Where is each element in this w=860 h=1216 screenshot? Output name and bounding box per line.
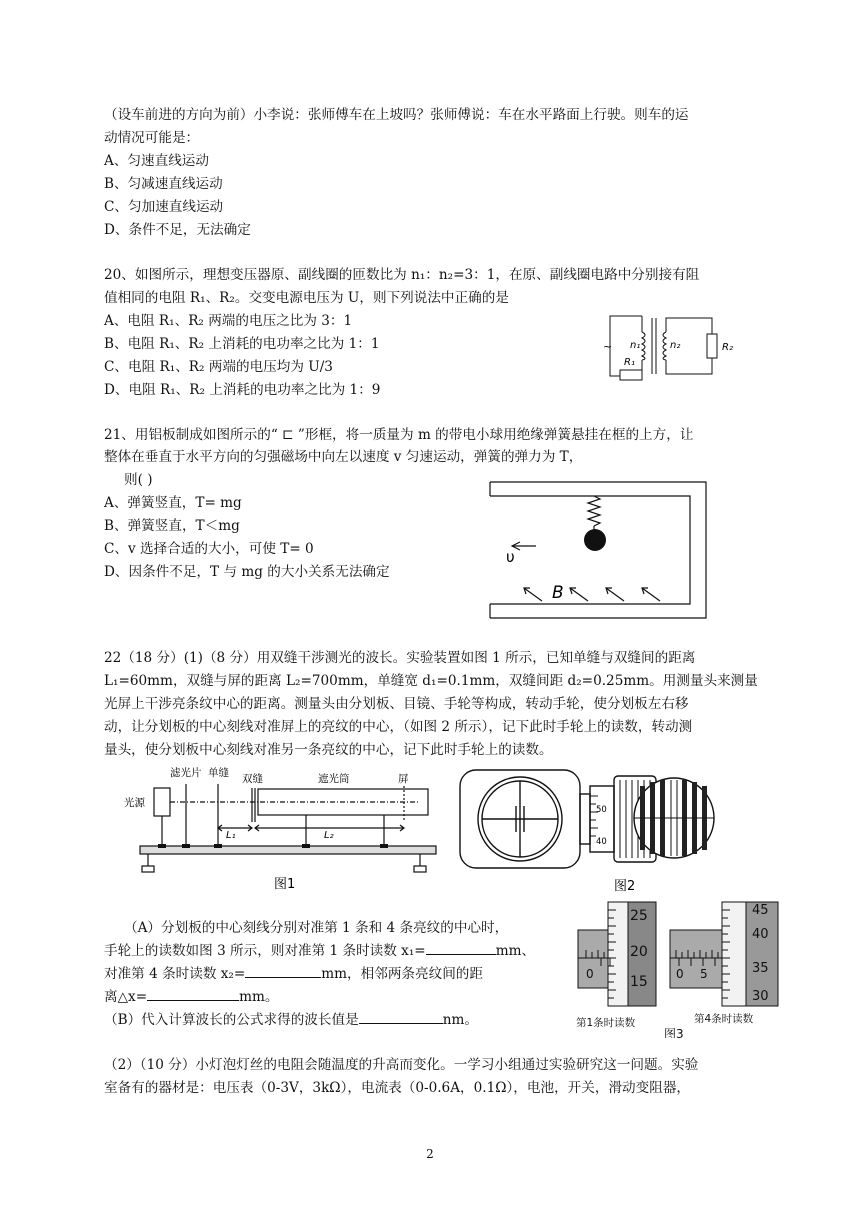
label-l1: L₁: [226, 830, 236, 841]
q22-line1: 22（18 分）(1)（8 分）用双缝干涉测光的波长。实验装置如图 1 所示，已知单缝与双缝间的距离: [104, 650, 696, 666]
figure-1-caption: 图1: [274, 877, 296, 892]
q20-option-c: C、电阻 R₁、R₂ 两端的电压均为 U/3: [104, 359, 333, 375]
q20-option-a: A、电阻 R₁、R₂ 两端的电压之比为 3：1: [104, 313, 353, 329]
q22-line3: 光屏上干涉亮条纹中心的距离。测量头由分划板、目镜、手轮等构成，转动手轮，使分划板左右移: [104, 696, 689, 712]
q20-stem-line1: 20、如图所示，理想变压器原、副线圈的匝数比为 n₁：n₂=3：1，在原、副线圈电路中分别接有阻: [104, 267, 700, 283]
q20-option-d: D、电阻 R₁、R₂ 上消耗的电功率之比为 1：9: [104, 382, 381, 398]
velocity-label: υ: [506, 548, 515, 566]
m1-mark-15: 15: [630, 974, 648, 990]
q22-line4: 动，让分划板的中心刻线对准屏上的亮纹的中心，（如图 2 所示），记下此时手轮上的读数，转动测: [104, 719, 693, 735]
u-frame-figure: [484, 476, 712, 626]
q19-option-d: D、条件不足，无法确定: [104, 222, 251, 238]
q21-option-d: D、因条件不足，T 与 mg 的大小关系无法确定: [104, 564, 390, 580]
q22-partB-line: （B）代入计算波长的公式求得的波长值是 nm。: [104, 1009, 784, 1031]
q19-option-a: A、匀速直线运动: [104, 153, 209, 169]
label-tube: 遮光筒: [318, 773, 350, 785]
figure-2-caption: 图2: [614, 879, 636, 894]
n2-label: n₂: [670, 340, 681, 351]
wavelength-answer-blank[interactable]: [359, 1009, 443, 1024]
m1-mark-0: 0: [586, 967, 594, 981]
q21-stem-line1: 21、用铝板制成如图所示的“ ⊏ ”形框，将一质量为 m 的带电小球用绝缘弹簧悬挂在框的上方，让: [104, 427, 694, 443]
label-light-source: 光源: [124, 797, 145, 809]
q19-option-c: C、匀加速直线运动: [104, 199, 224, 215]
dx-answer-blank[interactable]: [147, 986, 239, 1001]
label-screen: 屏: [398, 773, 409, 785]
q20-option-b: B、电阻 R₁、R₂ 上消耗的电功率之比为 1：1: [104, 336, 380, 352]
x2-answer-blank[interactable]: [245, 963, 321, 978]
label-filter: 滤光片: [170, 767, 202, 779]
q21-stem-line2: 整体在垂直于水平方向的匀强磁场中向左以速度 v 匀速运动，弹簧的弹力为 T，: [104, 449, 583, 465]
caption-first-reading: 第1条时读数: [576, 1017, 636, 1029]
m2-mark-45: 45: [752, 903, 769, 918]
page-number: 2: [426, 1147, 434, 1161]
label-double-slit: 双缝: [242, 773, 263, 785]
q21-option-a: A、弹簧竖直，T= mg: [104, 495, 242, 511]
m2-mark-5: 5: [700, 967, 708, 981]
micrometer-reading-2: [670, 902, 778, 1006]
n1-label: n₁: [630, 340, 641, 351]
figure-3-readings: [572, 900, 782, 1038]
q21-stem-line3: 则( ): [124, 472, 153, 488]
charged-ball: [584, 529, 606, 551]
scale-50: 50: [596, 805, 607, 815]
figure-2-measuring-head: [456, 766, 716, 896]
transformer-circuit-figure: [598, 310, 748, 382]
q19-option-b: B、匀减速直线运动: [104, 176, 223, 192]
x1-answer-blank[interactable]: [426, 940, 496, 955]
label-l2: L₂: [324, 830, 334, 841]
q19-stem-line1: （设车前进的方向为前）小李说：张师傅车在上坡吗？张师傅说：车在水平路面上行驶。则车的运: [104, 107, 689, 123]
m1-mark-25: 25: [630, 908, 648, 924]
q21-option-b: B、弹簧竖直，T＜mg: [104, 518, 240, 534]
q21-option-c: C、v 选择合适的大小，可使 T= 0: [104, 541, 314, 557]
q19-stem-line2: 动情况可能是：: [104, 130, 200, 146]
q20-stem-line2: 值相同的电阻 R₁、R₂。交变电源电压为 U，则下列说法中正确的是: [104, 290, 509, 306]
caption-fourth-reading: 第4条时读数: [694, 1013, 754, 1025]
ac-source-symbol: ~: [603, 340, 613, 353]
m2-mark-0: 0: [676, 967, 684, 981]
m2-mark-30: 30: [752, 989, 769, 1004]
r2-label: R₂: [722, 342, 733, 353]
m1-mark-20: 20: [630, 944, 648, 960]
figure-3-caption: 图3: [664, 1027, 684, 1038]
q22-line5: 量头，使分划板中心刻线对准另一条亮纹的中心，记下此时手轮上的读数。: [104, 742, 553, 758]
label-single-slit: 单缝: [208, 767, 229, 779]
m2-mark-35: 35: [752, 961, 769, 976]
r1-label: R₁: [624, 357, 635, 368]
q22-partA-line2: 手轮上的读数如图 3 所示，则对准第 1 条时读数 x₁= mm、: [104, 940, 784, 962]
q22-partA-line3: 对准第 4 条时读数 x₂= mm，相邻两条亮纹间的距: [104, 963, 784, 985]
m2-mark-40: 40: [752, 927, 769, 942]
magnetic-field-label: B: [552, 583, 564, 603]
scale-40: 40: [596, 837, 607, 847]
q22-line2: L₁=60mm，双缝与屏的距离 L₂=700mm，单缝宽 d₁=0.1mm，双缝间距 d₂=0.25mm。用测量头来测量: [104, 673, 758, 689]
figure-1-apparatus: [118, 762, 448, 897]
q22-part2-line2: 室备有的器材是：电压表（0-3V，3kΩ），电流表（0-0.6A，0.1Ω），电池，开关，滑动变阻器，: [104, 1080, 691, 1096]
micrometer-reading-1: [578, 902, 656, 1006]
q22-partA-line1: （A）分划板的中心刻线分别对准第 1 条和 4 条亮纹的中心时，: [124, 920, 509, 936]
q22-part2-line1: （2）（10 分）小灯泡灯丝的电阻会随温度的升高而变化。一学习小组通过实验研究这一问题。实验: [104, 1057, 699, 1073]
q22-partA-line4: 离△x= mm。: [104, 986, 784, 1008]
